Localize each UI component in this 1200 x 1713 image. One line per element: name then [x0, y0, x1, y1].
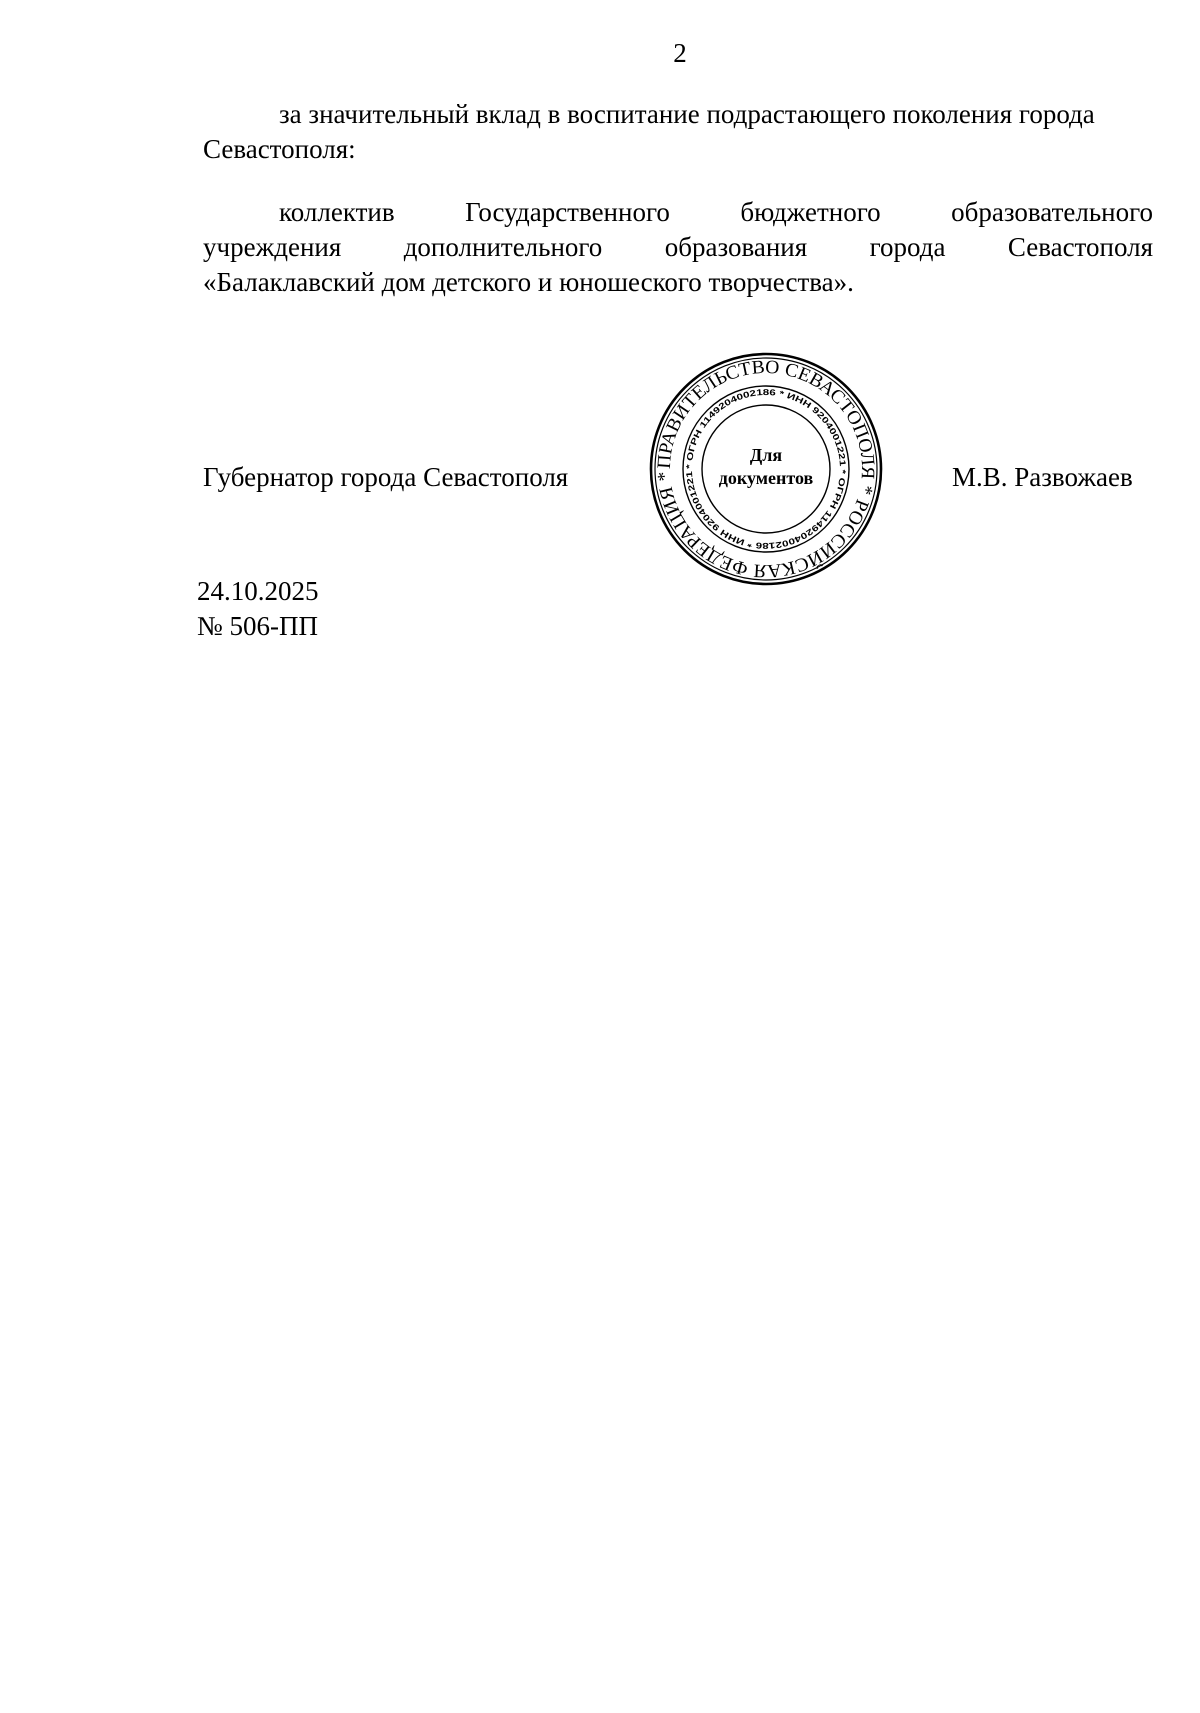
paragraph-merit-line-2: Севастополя:: [203, 134, 356, 164]
recipient-word: Государственного: [465, 197, 670, 227]
recipient-word: дополнительного: [403, 232, 603, 262]
seal-center-line-2: документов: [718, 468, 814, 488]
recipient-word: образовательного: [951, 197, 1153, 227]
seal-outer-text: ПРАВИТЕЛЬСТВО СЕВАСТОПОЛЯ * РОССИЙСКАЯ ФЕДЕРАЦИЯ *: [653, 356, 879, 582]
paragraph-merit: [203, 97, 1153, 167]
recipient-word: образования: [664, 232, 808, 262]
paragraph-merit-line-1: за значительный вклад в воспитание подрастающего поколения города: [279, 99, 1095, 129]
recipient-word: коллектив: [279, 197, 395, 227]
signatory-name: М.В. Развожаев: [952, 462, 1133, 492]
recipient-word: бюджетного: [740, 197, 881, 227]
seal-inner-text: * ОГРН 1149204002186 * ИНН 9204001221 * ОГРН 1149204002186 * ИНН 9204001221: [683, 386, 849, 552]
document-date: 24.10.2025: [197, 576, 319, 606]
recipient-word: учреждения: [203, 232, 342, 262]
recipient-word: Севастополя: [1007, 232, 1153, 262]
paragraph-recipient-line-3: «Балаклавский дом детского и юношеского творчества».: [203, 267, 854, 297]
official-seal-stamp: [648, 351, 884, 587]
document-number: № 506-ПП: [197, 611, 318, 641]
signatory-position: Губернатор города Севастополя: [203, 462, 569, 492]
paragraph-recipient-line-1: [203, 195, 1153, 230]
document-meta: [197, 574, 319, 644]
paragraph-recipient: [203, 195, 1153, 300]
paragraph-recipient-line-2: [203, 230, 1153, 265]
seal-center-line-1: Для: [749, 445, 783, 465]
recipient-word: города: [869, 232, 946, 262]
page-number: 2: [673, 38, 687, 68]
